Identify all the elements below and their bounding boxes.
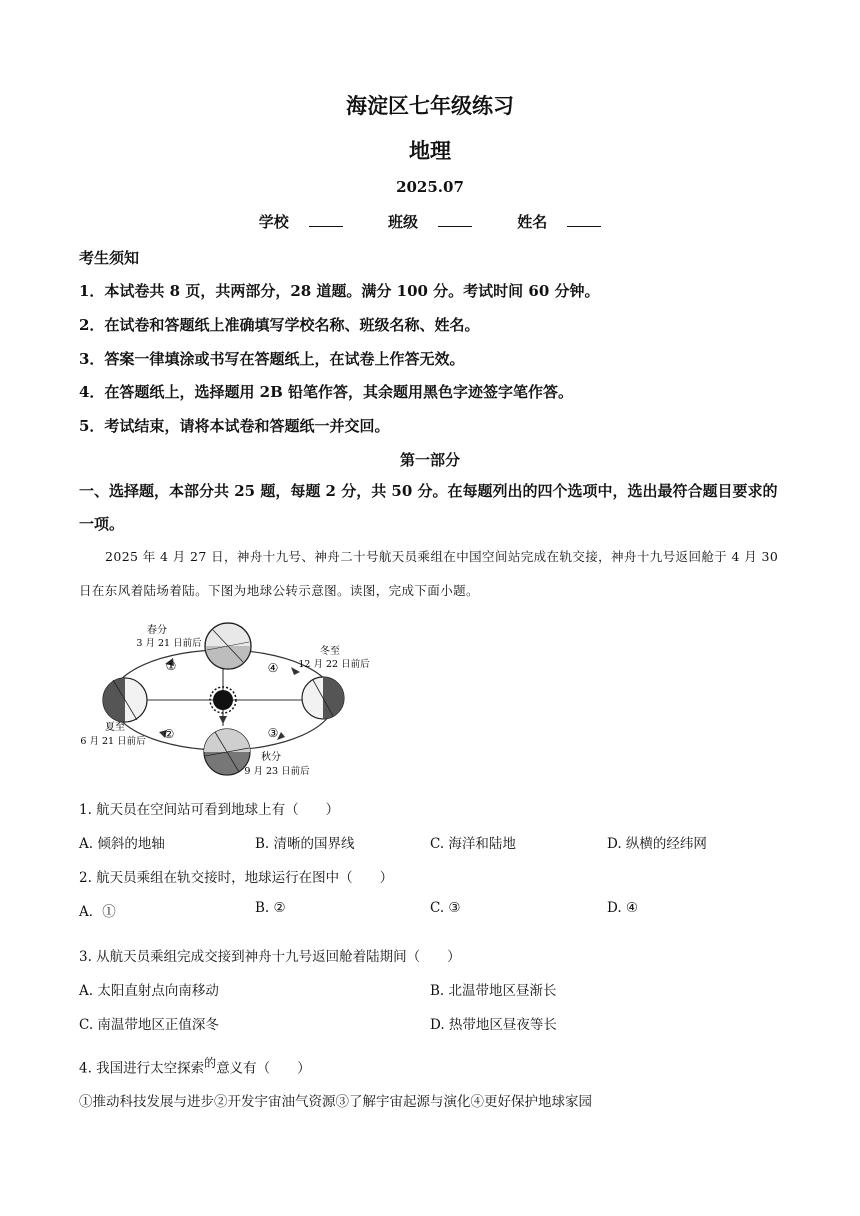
question-stem: 3. 从航天员乘组完成交接到神舟十九号返回舱着陆期间（ ） (79, 949, 461, 965)
option-c[interactable]: C. 南温带地区正值深冬 (79, 1017, 219, 1033)
part-title: 第一部分 (399, 451, 460, 469)
summer-label: 夏至 (105, 722, 125, 733)
notice-heading: 考生须知 (79, 249, 140, 267)
option-b[interactable]: B. ② (255, 900, 286, 916)
statement-list: ①推动科技发展与进步②开发宇宙油气资源③了解宇宙起源与演化④更好保护地球家园 (79, 1094, 592, 1110)
autumn-label: 秋分 (261, 752, 281, 763)
option-c[interactable]: C. ③ (430, 900, 461, 916)
question-stem: 1. 航天员在空间站可看到地球上有（ ） (79, 802, 340, 818)
student-info-line (0, 211, 860, 232)
subject-title: 地理 (409, 138, 451, 163)
autumn-date: 9 月 23 日前后 (244, 766, 310, 777)
page-title: 海淀区七年级练习 (346, 93, 514, 118)
exam-date: 2025.07 (396, 178, 464, 196)
segment-4-label: ④ (267, 661, 279, 675)
option-a[interactable]: A. 太阳直射点向南移动 (79, 983, 219, 999)
segment-2-label: ② (163, 727, 175, 741)
earth-summer-icon (103, 678, 147, 722)
question-stem: 2. 航天员乘组在轨交接时，地球运行在图中（ ） (79, 870, 394, 886)
option-a[interactable]: A．① (79, 904, 116, 920)
sun-icon (213, 690, 233, 710)
notice-item: 5．考试结束，请将本试卷和答题纸一并交回。 (79, 417, 390, 435)
notice-item: 3．答案一律填涂或书写在答题纸上，在试卷上作答无效。 (79, 350, 465, 368)
school-field[interactable]: 学校 (249, 211, 353, 232)
earth-winter-icon (302, 677, 344, 719)
school-blank[interactable] (309, 212, 343, 227)
option-c[interactable]: C. 海洋和陆地 (430, 836, 516, 852)
section-instructions: 一、选择题，本部分共 25 题，每题 2 分，共 50 分。在每题列出的四个选项中，选出最符合题目要求的一项。 (79, 482, 778, 533)
name-field[interactable]: 姓名 (507, 211, 611, 232)
winter-label: 冬至 (320, 646, 340, 657)
question-stem: 4. 我国进行太空探索$^的$意义有（ ） (79, 1056, 311, 1077)
option-d[interactable]: D. 热带地区昼夜等长 (430, 1017, 557, 1033)
notice-item: 2．在试卷和答题纸上准确填写学校名称、班级名称、姓名。 (79, 316, 480, 334)
earth-autumn-icon (204, 729, 250, 775)
earth-revolution-diagram (80, 620, 385, 782)
class-field[interactable]: 班级 (378, 211, 482, 232)
passage: 2025 年 4 月 27 日，神舟十九号、神舟二十号航天员乘组在中国空间站完成在轨交接，神舟十九号返回舱于 4 月 30 日在东风着陆场着陆。下图为地球公转示意图。读图，完成下面小题。 (79, 549, 779, 598)
spring-date: 3 月 21 日前后 (136, 638, 202, 649)
segment-1-label: ① (165, 659, 177, 673)
winter-date: 12 月 22 日前后 (298, 659, 370, 670)
notice-item: 1．本试卷共 8 页，共两部分，28 道题。满分 100 分。考试时间 60 分钟。 (79, 282, 600, 300)
option-b[interactable]: B. 北温带地区昼渐长 (430, 983, 557, 999)
arrow-icon (219, 716, 227, 724)
earth-spring-icon (205, 623, 251, 669)
class-blank[interactable] (438, 212, 472, 227)
summer-date: 6 月 21 日前后 (80, 736, 146, 747)
segment-3-label: ③ (267, 726, 279, 740)
name-blank[interactable] (567, 212, 601, 227)
option-b[interactable]: B. 清晰的国界线 (255, 836, 355, 852)
option-d[interactable]: D. 纵横的经纬网 (607, 836, 707, 852)
spring-label: 春分 (147, 625, 167, 636)
option-a[interactable]: A. 倾斜的地轴 (79, 836, 165, 852)
option-d[interactable]: D. ④ (607, 900, 639, 916)
notice-item: 4．在答题纸上，选择题用 2B 铅笔作答，其余题用黑色字迹签字笔作答。 (79, 383, 573, 401)
